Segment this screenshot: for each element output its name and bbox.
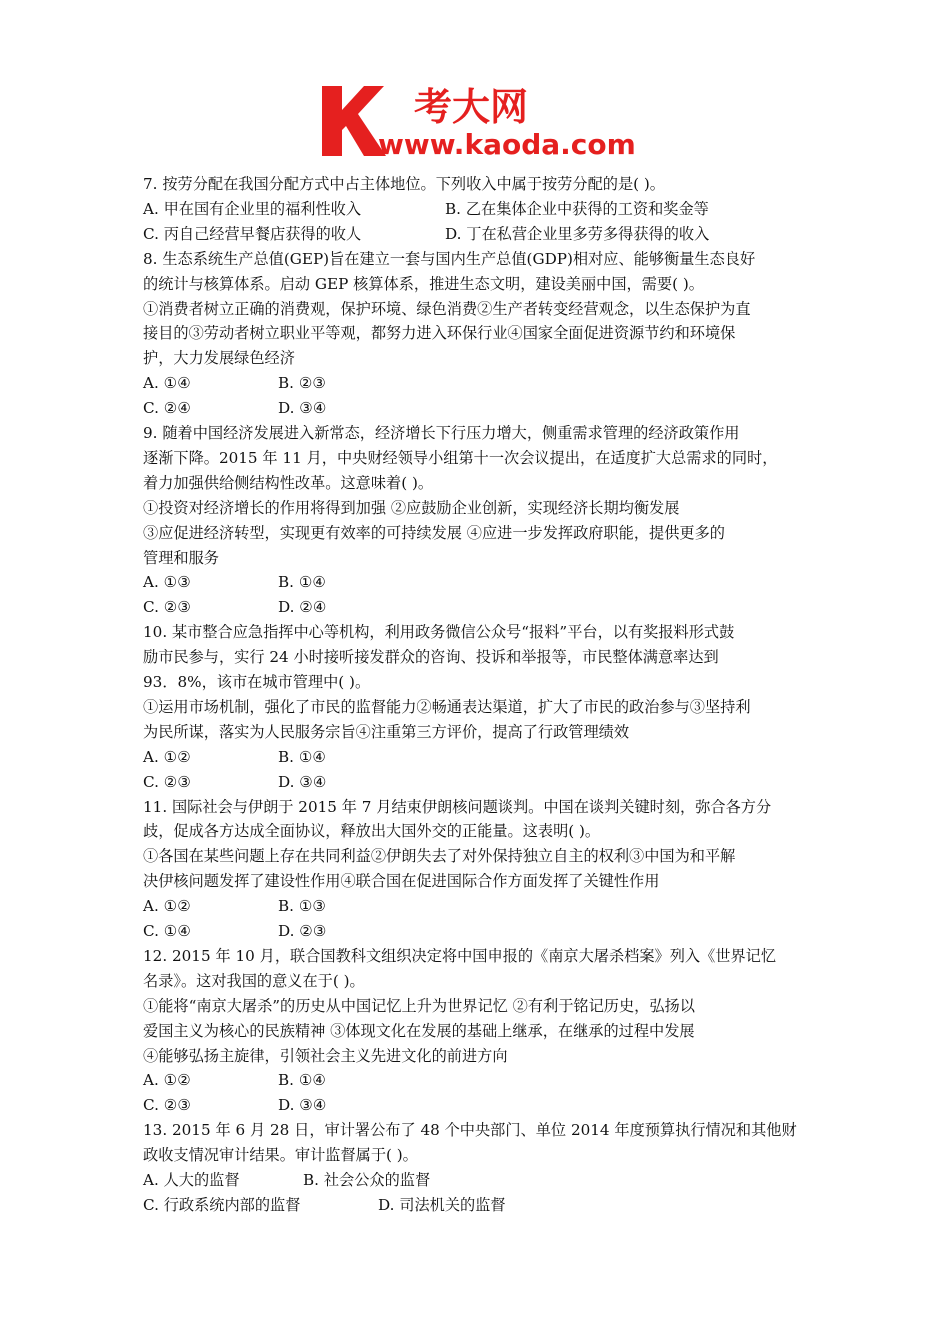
question-stem-line: 9. 随着中国经济发展进入新常态，经济增长下行压力增大，侧重需求管理的经济政策作用 — [143, 424, 740, 442]
option: C. ②④ — [143, 399, 191, 418]
option: B. 乙在集体企业中获得的工资和奖金等 — [445, 199, 709, 218]
question-stem-line: 歧，促成各方达成全面协议，释放出大国外交的正能量。这表明( )。 — [143, 822, 601, 841]
option-row — [143, 1193, 813, 1218]
option: B. ①④ — [278, 573, 327, 592]
option: B. ①④ — [278, 747, 327, 766]
option-row — [143, 919, 813, 944]
option: C. ②③ — [143, 598, 191, 617]
question-stem-line: 励市民参与，实行 24 小时接听接发群众的咨询、投诉和举报等，市民整体满意率达到 — [143, 648, 719, 667]
option-row — [143, 396, 813, 421]
option: C. ②③ — [143, 772, 191, 791]
option: D. ③④ — [278, 1096, 327, 1115]
option: B. 社会公众的监督 — [303, 1171, 431, 1190]
option: A. ①③ — [143, 573, 191, 592]
option: C. 行政系统内部的监督 — [143, 1195, 301, 1214]
statement-line: 爱国主义为核心的民族精神 ③体现文化在发展的基础上继承，在继承的过程中发展 — [143, 1021, 695, 1040]
question-11 — [143, 795, 813, 944]
option: B. ①③ — [278, 897, 327, 916]
question-8 — [143, 247, 813, 421]
kaoda-logo — [318, 80, 638, 160]
option: A. ①④ — [143, 374, 191, 393]
question-stem-line: 12. 2015 年 10 月，联合国教科文组织决定将中国申报的《南京大屠杀档案》列入《世界记忆 — [143, 946, 777, 965]
statement-line: 决伊核问题发挥了建设性作用④联合国在促进国际合作方面发挥了关键性作用 — [143, 872, 660, 891]
option: D. ③④ — [278, 772, 327, 791]
brand-url: www.kaoda.com — [378, 128, 636, 160]
option: A. 人大的监督 — [143, 1171, 240, 1190]
option: A. 甲在国有企业里的福利性收入 — [143, 199, 362, 218]
option: D. ②③ — [278, 922, 327, 941]
question-12 — [143, 944, 813, 1118]
option-row — [143, 1068, 813, 1093]
question-7 — [143, 172, 813, 247]
question-stem-line: 逐渐下降。2015 年 11 月，中央财经领导小组第十一次会议提出，在适度扩大总需求的同时， — [143, 448, 778, 467]
option: C. ①④ — [143, 922, 191, 941]
question-stem-line: 着力加强供给侧结构性改革。这意味着( )。 — [143, 473, 434, 492]
statement-line: ①能将“南京大屠杀”的历史从中国记忆上升为世界记忆 ②有利于铭记历史，弘扬以 — [143, 996, 695, 1015]
question-stem-line: 名录》。这对我国的意义在于( )。 — [143, 971, 365, 990]
question-13 — [143, 1118, 813, 1218]
option: A. ①② — [143, 747, 191, 766]
option: D. ②④ — [278, 598, 327, 617]
statement-line: ④能够弘扬主旋律，引领社会主义先进文化的前进方向 — [143, 1046, 508, 1065]
option-row — [143, 197, 813, 222]
option-row — [143, 595, 813, 620]
question-stem-line: 93．8%，该市在城市管理中( )。 — [143, 673, 371, 692]
option-row — [143, 1093, 813, 1118]
option-row — [143, 770, 813, 795]
question-stem-line: 11. 国际社会与伊朗于 2015 年 7 月结束伊朗核问题谈判。中国在谈判关键时刻，弥合各方分 — [143, 797, 772, 816]
question-stem-line: 8. 生态系统生产总值(GEP)旨在建立一套与国内生产总值(GDP)相对应、能够衡量生态良好 — [143, 249, 756, 268]
option: D. 司法机关的监督 — [378, 1195, 506, 1214]
option: C. 丙自己经营早餐店获得的收人 — [143, 224, 362, 243]
question-stem-line: 13. 2015 年 6 月 28 日，审计署公布了 48 个中央部门、单位 2014 年度预算执行情况和其他财 — [143, 1121, 797, 1140]
option-row — [143, 222, 813, 247]
brand-name: 考大网 — [414, 85, 529, 129]
statement-line: ①各国在某些问题上存在共同利益②伊朗失去了对外保持独立自主的权利③中国为和平解 — [143, 847, 736, 866]
statement-line: 管理和服务 — [143, 548, 219, 567]
question-stem-line: 7. 按劳分配在我国分配方式中占主体地位。下列收入中属于按劳分配的是( )。 — [143, 175, 665, 193]
option: A. ①② — [143, 897, 191, 916]
option: B. ②③ — [278, 374, 327, 393]
question-stem-line: 政收支情况审计结果。审计监督属于( )。 — [143, 1146, 418, 1165]
statement-line: ①消费者树立正确的消费观，保护环境、绿色消费②生产者转变经营观念，以生态保护为直 — [143, 299, 751, 318]
question-10 — [143, 620, 813, 794]
option-row — [143, 570, 813, 595]
option: A. ①② — [143, 1071, 191, 1090]
statement-line: 接目的③劳动者树立职业平等观，都努力进入环保行业④国家全面促进资源节约和环境保 — [143, 324, 736, 343]
statement-line: ①投资对经济增长的作用将得到加强 ②应鼓励企业创新，实现经济长期均衡发展 — [143, 498, 680, 517]
question-list — [143, 172, 813, 1218]
statement-line: 护，大力发展绿色经济 — [143, 349, 295, 368]
question-stem-line: 10. 某市整合应急指挥中心等机构，利用政务微信公众号“报料”平台，以有奖报料形式鼓 — [143, 623, 735, 642]
question-stem-line: 的统计与核算体系。启动 GEP 核算体系，推进生态文明，建设美丽中国，需要( )。 — [143, 274, 704, 293]
option-row — [143, 745, 813, 770]
option-row — [143, 371, 813, 396]
option-row — [143, 894, 813, 919]
question-9 — [143, 421, 813, 620]
option: B. ①④ — [278, 1071, 327, 1090]
option: D. 丁在私营企业里多劳多得获得的收入 — [445, 224, 710, 243]
statement-line: ③应促进经济转型，实现更有效率的可持续发展 ④应进一步发挥政府职能，提供更多的 — [143, 523, 725, 542]
option-row — [143, 1168, 813, 1193]
option: D. ③④ — [278, 399, 327, 418]
statement-line: 为民所谋，落实为人民服务宗旨④注重第三方评价，提高了行政管理绩效 — [143, 722, 629, 741]
statement-line: ①运用市场机制，强化了市民的监督能力②畅通表达渠道，扩大了市民的政治参与③坚持利 — [143, 697, 751, 716]
option: C. ②③ — [143, 1096, 191, 1115]
